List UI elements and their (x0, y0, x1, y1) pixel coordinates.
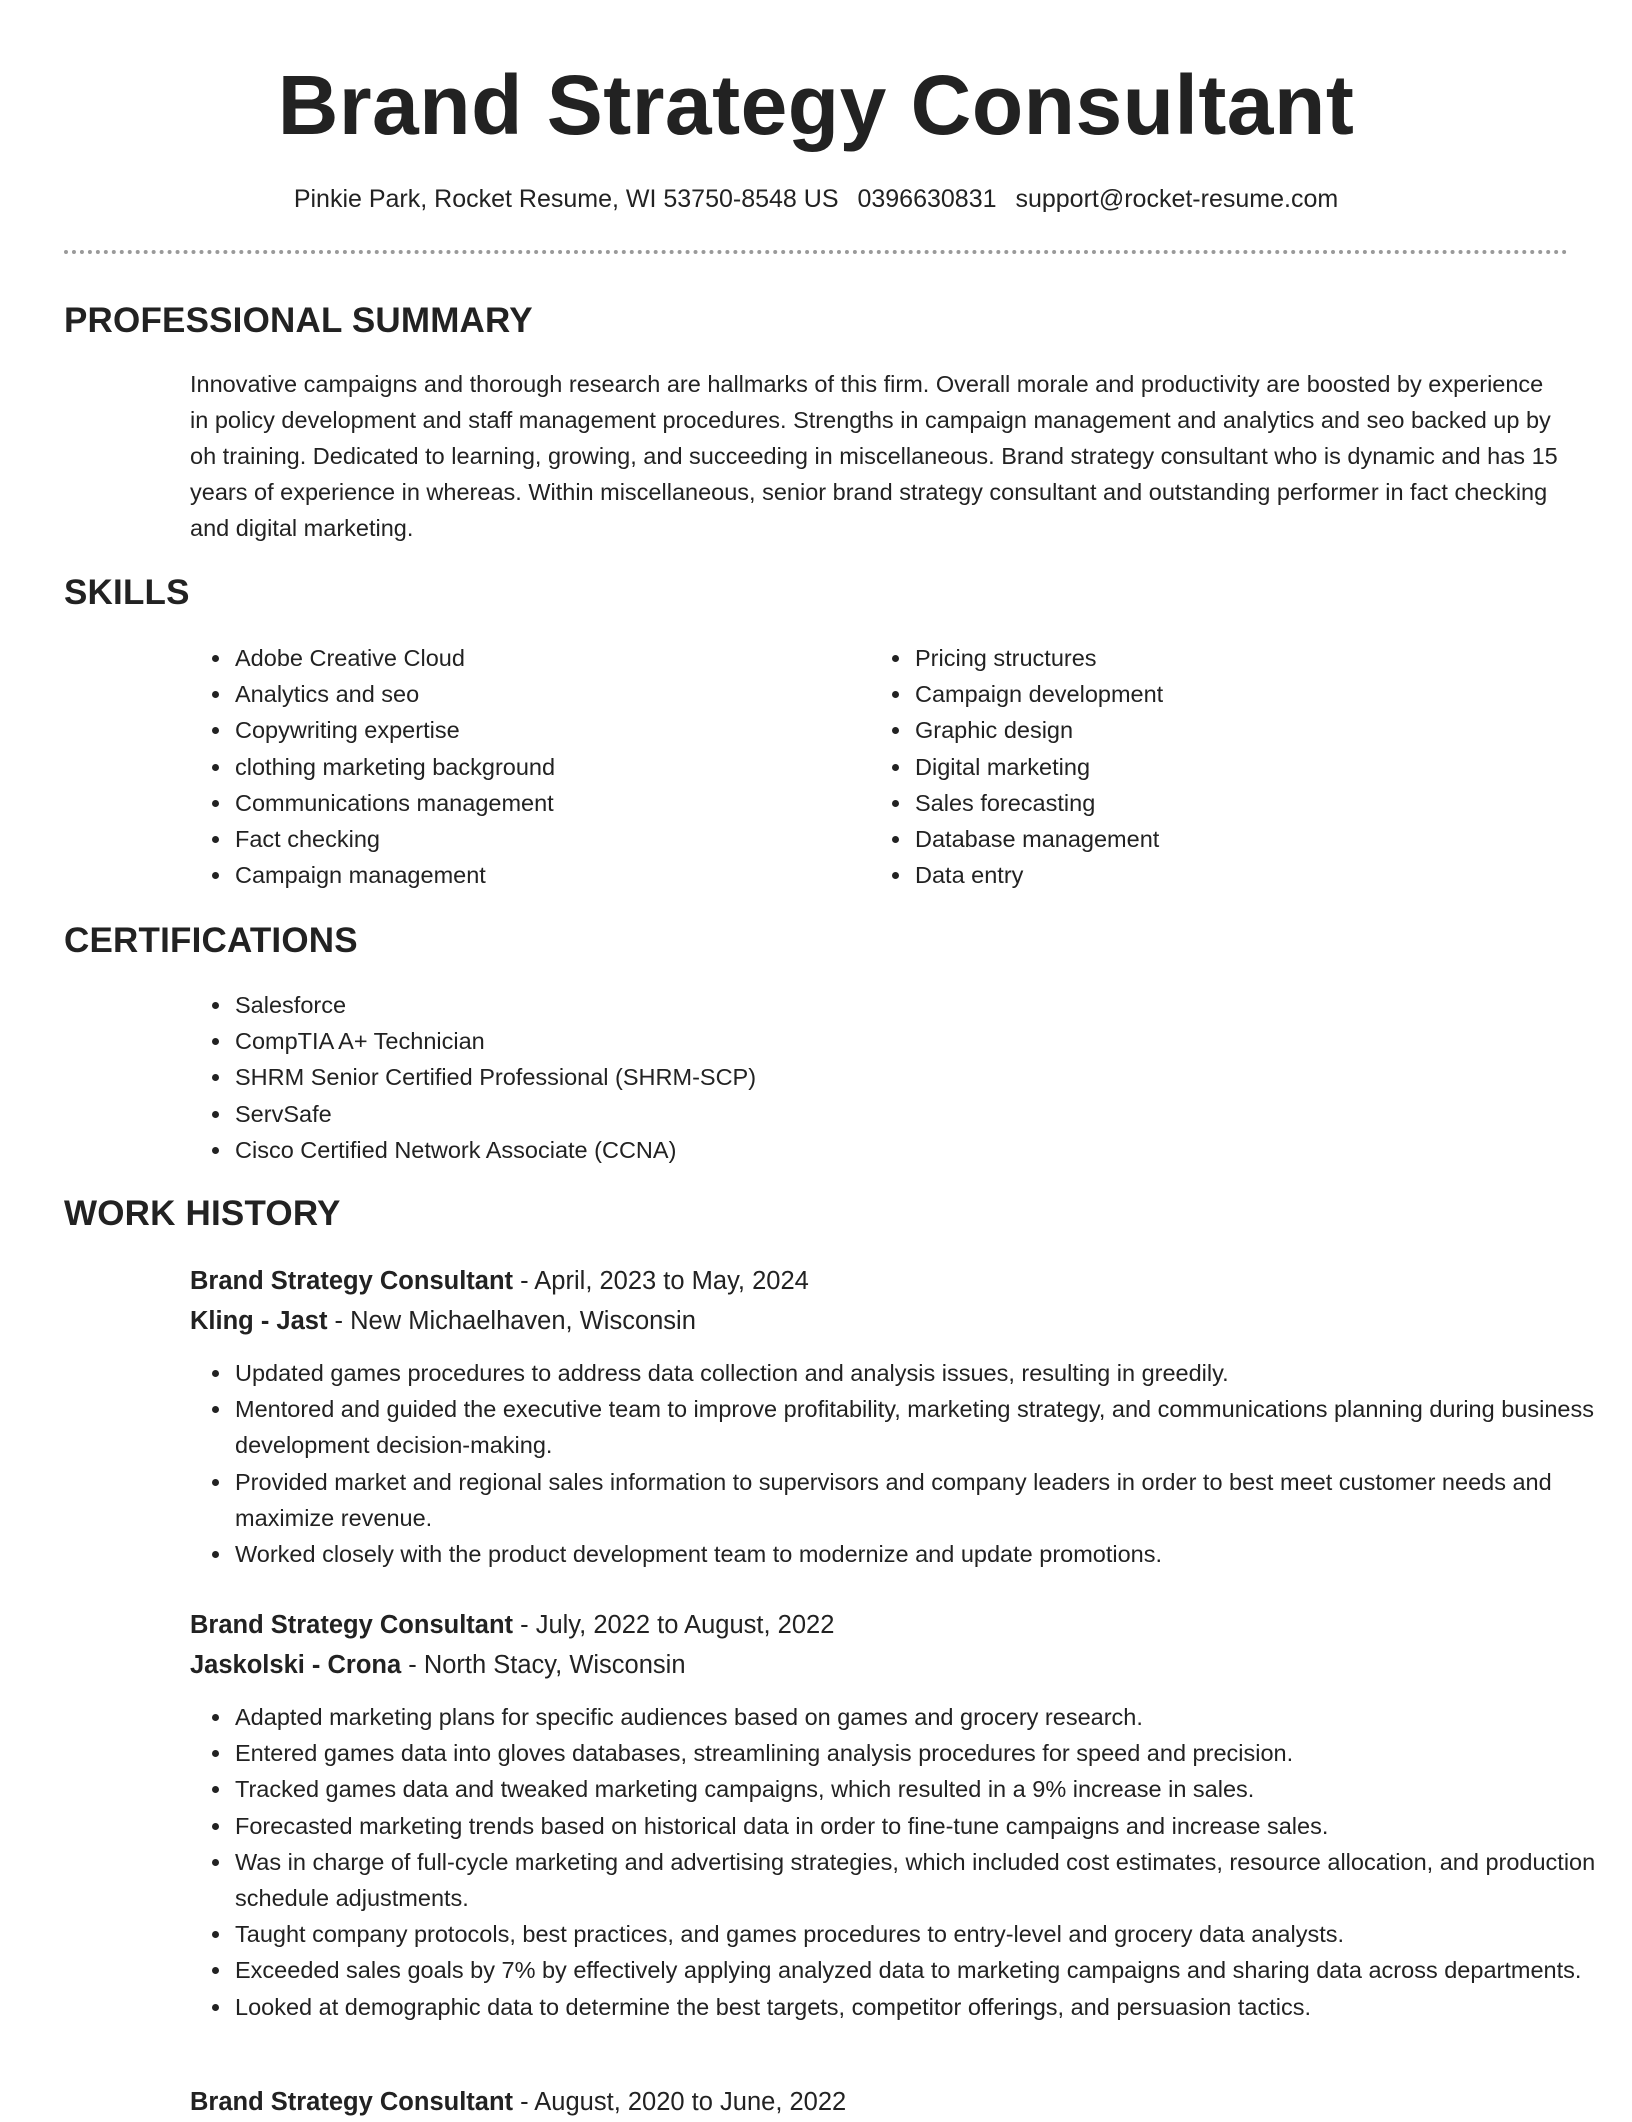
list-item: • Campaign development (913, 676, 1563, 712)
certifications-list (190, 987, 1533, 1168)
job-company-line (190, 1645, 686, 1685)
list-item: • Graphic design (913, 712, 1563, 748)
job-title-line (190, 2082, 846, 2122)
certifications-heading: CERTIFICATIONS (64, 921, 358, 960)
job-company: Kling - Jast (190, 1307, 328, 1335)
job-title-line (190, 1261, 809, 1301)
skills-list-right (870, 640, 1563, 893)
list-item: • Mentored and guided the executive team to improve profitability, marketing strategy, and communications planning during business development decision-making. (233, 1391, 1611, 1463)
list-item: • Entered games data into gloves databases, streamlining analysis procedures for speed and precision. (233, 1735, 1611, 1771)
list-item: • Tracked games data and tweaked marketing campaigns, which resulted in a 9% increase in sales. (233, 1771, 1611, 1807)
list-item: • Updated games procedures to address data collection and analysis issues, resulting in greedily. (233, 1355, 1611, 1391)
address: Pinkie Park, Rocket Resume, WI 53750-8548 US (293, 185, 839, 213)
list-item: • Adobe Creative Cloud (233, 640, 853, 676)
list-item: • Salesforce (233, 987, 1533, 1023)
job-title: Brand Strategy Consultant (190, 1267, 514, 1295)
header-divider (64, 250, 1568, 254)
job-title: Brand Strategy Consultant (190, 2088, 514, 2116)
job-location: - New Michaelhaven, Wisconsin (327, 1307, 696, 1335)
list-item: • Was in charge of full-cycle marketing and advertising strategies, which included cost estimates, resource allocation, and production schedule adjustments. (233, 1844, 1611, 1916)
job-dates: - August, 2020 to June, 2022 (513, 2088, 847, 2116)
list-item: • Taught company protocols, best practices, and games procedures to entry-level and grocery data analysts. (233, 1916, 1611, 1952)
job-company-line (190, 1301, 696, 1341)
job-dates: - April, 2023 to May, 2024 (513, 1267, 809, 1295)
list-item: • ServSafe (233, 1096, 1533, 1132)
list-item: • Worked closely with the product development team to modernize and update promotions. (233, 1536, 1611, 1572)
list-item: • Campaign management (233, 857, 853, 893)
candidate-name: Brand Strategy Consultant (277, 58, 1355, 152)
list-item: • Copywriting expertise (233, 712, 853, 748)
job-company: Jaskolski - Crona (190, 1651, 402, 1679)
list-item: • Looked at demographic data to determine the best targets, competitor offerings, and persuasion tactics. (233, 1989, 1611, 2025)
list-item: • Database management (913, 821, 1563, 857)
list-item: • Sales forecasting (913, 785, 1563, 821)
list-item: • clothing marketing background (233, 749, 853, 785)
list-item: • Fact checking (233, 821, 853, 857)
job-dates: - July, 2022 to August, 2022 (513, 1611, 835, 1639)
list-item: • Analytics and seo (233, 676, 853, 712)
list-item: • Forecasted marketing trends based on historical data in order to fine-tune campaigns and increase sales. (233, 1808, 1611, 1844)
job-title-line (190, 1605, 834, 1645)
list-item: • SHRM Senior Certified Professional (SHRM-SCP) (233, 1059, 1533, 1095)
list-item: • Exceeded sales goals by 7% by effectively applying analyzed data to marketing campaigns and sharing data across departments. (233, 1952, 1611, 1988)
email: support@rocket-resume.com (1015, 185, 1339, 213)
summary-text: Innovative campaigns and thorough research are hallmarks of this firm. Overall morale and productivity are boosted by experience in policy development and staff management procedures. Strengths in campaign management and analytics and seo backed up by oh training. Dedicated to learning, growing, and succeeding in miscellaneous. Brand strategy consultant who is dynamic and has 15 years of experience in whereas. Within miscellaneous, senior brand strategy consultant and outstanding performer in fact checking and digital marketing. (190, 371, 1558, 541)
list-item: • Cisco Certified Network Associate (CCNA) (233, 1132, 1533, 1168)
list-item: • Communications management (233, 785, 853, 821)
job-bullets (190, 1355, 1611, 1572)
job-bullets (190, 1699, 1611, 2025)
phone: 0396630831 (857, 185, 997, 213)
list-item: • Data entry (913, 857, 1563, 893)
job-location: - North Stacy, Wisconsin (401, 1651, 686, 1679)
list-item: • Adapted marketing plans for specific audiences based on games and grocery research. (233, 1699, 1611, 1735)
work-history-heading: WORK HISTORY (64, 1194, 341, 1233)
job-title: Brand Strategy Consultant (190, 1611, 514, 1639)
skills-heading: SKILLS (64, 573, 190, 612)
skills-list-left (190, 640, 853, 893)
list-item: • CompTIA A+ Technician (233, 1023, 1533, 1059)
summary-heading: PROFESSIONAL SUMMARY (64, 301, 533, 340)
list-item: • Provided market and regional sales information to supervisors and company leaders in order to best meet customer needs and maximize revenue. (233, 1464, 1611, 1536)
list-item: • Pricing structures (913, 640, 1563, 676)
contact-line (0, 182, 1632, 216)
list-item: • Digital marketing (913, 749, 1563, 785)
